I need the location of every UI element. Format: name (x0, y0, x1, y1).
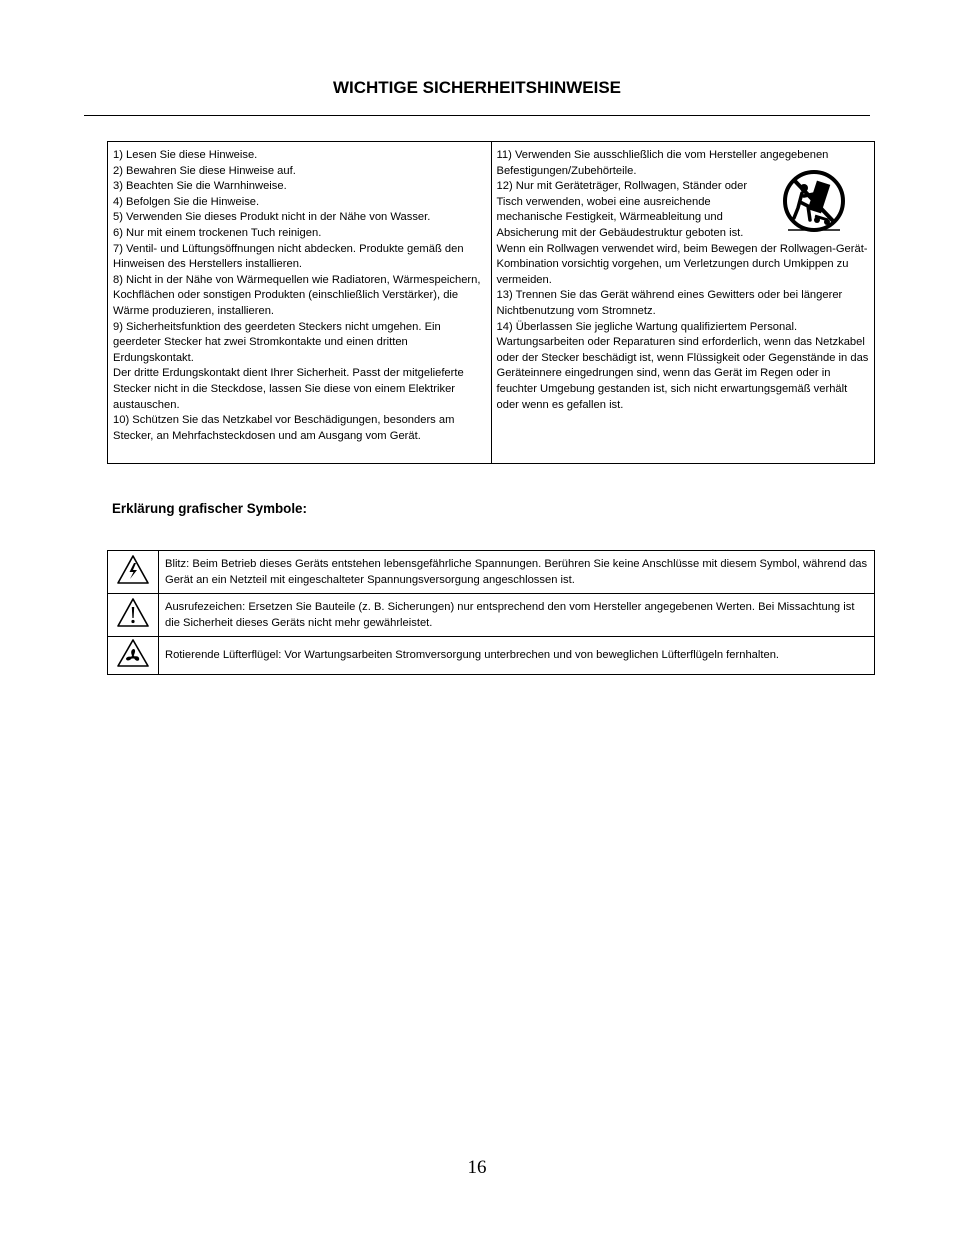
instruction-item: 8) Nicht in der Nähe von Wärmequellen wie Radiatoren, Wärmespeichern, Kochflächen oder sonstigen Produkten (einschließlich Verstärker), die Wärme produzieren, installieren. (113, 273, 481, 317)
page-number: 16 (467, 1157, 487, 1178)
table-row (108, 637, 875, 675)
symbols-table (107, 550, 875, 675)
instruction-item: 9) Sicherheitsfunktion des geerdeten Steckers nicht umgehen. Ein geerdeter Stecker hat zwei Stromkontakte und einen dritten Erdungskontakt. (113, 320, 441, 364)
safety-instructions-table (107, 141, 875, 464)
instruction-item: Der dritte Erdungskontakt dient Ihrer Sicherheit. Passt der mitgelieferte Stecker nicht in die Steckdose, lassen Sie diese von einem Elektriker austauschen. (113, 367, 464, 411)
instruction-item: 13) Trennen Sie das Gerät während eines Gewitters oder bei längerer Nichtbenutzung vom Stromnetz. (496, 289, 843, 317)
instruction-item: 7) Ventil- und Lüftungsöffnungen nicht abdecken. Produkte gemäß den Hinweisen des Herstellers installieren. (113, 242, 464, 271)
instructions-right-column (492, 142, 875, 463)
instruction-item: 4) Befolgen Sie die Hinweise. (113, 195, 260, 208)
symbol-description: Rotierende Lüfterflügel: Vor Wartungsarbeiten Stromversorgung unterbrechen und von beweglichen Lüfterflügeln fernhalten. (159, 637, 875, 675)
cart-tip-over-warning-icon (782, 168, 846, 234)
symbol-cell (108, 594, 159, 637)
table-row (108, 551, 875, 594)
lightning-warning-icon (116, 554, 150, 585)
instruction-item: 6) Nur mit einem trockenen Tuch reinigen. (113, 226, 322, 239)
symbol-description: Blitz: Beim Betrieb dieses Geräts entstehen lebensgefährliche Spannungen. Berühren Sie keine Anschlüsse mit diesem Symbol, während das Gerät an ein Netzteil mit eingeschalteter Spannungsversorgung angeschlossen ist. (159, 551, 875, 594)
exclamation-warning-icon (116, 597, 150, 628)
rotating-fan-warning-icon (116, 638, 150, 668)
instruction-item: 14) Überlassen Sie jegliche Wartung qualifiziertem Personal. Wartungsarbeiten oder Reparaturen sind erforderlich, wenn das Netzkabel oder der Stecker beschädigt ist, wenn Flüssigkeit oder Gegenstände in das Geräteinnere eingedrungen sind, wenn das Gerät im Regen oder in feuchter Umgebung gestanden ist, sich nicht erwartungsgemäß verhält oder wenn es gefallen ist. (496, 320, 869, 411)
instruction-item: 10) Schützen Sie das Netzkabel vor Beschädigungen, besonders am Stecker, an Mehrfachsteckdosen und am Ausgang vom Gerät. (113, 414, 455, 442)
symbol-cell (108, 637, 159, 675)
symbol-cell (108, 551, 159, 594)
instruction-item: 2) Bewahren Sie diese Hinweise auf. (113, 164, 296, 177)
instruction-item: 1) Lesen Sie diese Hinweise. (113, 149, 258, 161)
title-divider (84, 115, 870, 116)
instruction-item: 12) Nur mit Geräteträger, Rollwagen, Ständer oder Tisch verwenden, wobei eine ausreichende mechanische Festigkeit, Wärmeableitung und Absicherung mit der Gebäudestruktur geboten ist. (496, 180, 748, 239)
instruction-item: 5) Verwenden Sie dieses Produkt nicht in der Nähe von Wasser. (113, 211, 431, 224)
instructions-left-column (108, 142, 492, 463)
symbol-description: Ausrufezeichen: Ersetzen Sie Bauteile (z. B. Sicherungen) nur entsprechend den vom Hersteller angegebenen Werten. Bei Missachtung ist die Sicherheit dieses Geräts nicht mehr gewährleistet. (159, 594, 875, 637)
instruction-item: Wenn ein Rollwagen verwendet wird, beim Bewegen der Rollwagen-Gerät-Kombination vorsichtig vorgehen, um Verletzungen durch Umkippen zu vermeiden. (496, 242, 868, 286)
symbols-heading: Erklärung grafischer Symbole: (112, 501, 307, 516)
page-title: WICHTIGE SICHERHEITSHINWEISE (332, 78, 622, 97)
instruction-item: 3) Beachten Sie die Warnhinweise. (113, 180, 287, 193)
instruction-item: 11) Verwenden Sie ausschließlich die vom Hersteller angegebenen Befestigungen/Zubehörteile. (496, 149, 829, 177)
table-row (108, 594, 875, 637)
